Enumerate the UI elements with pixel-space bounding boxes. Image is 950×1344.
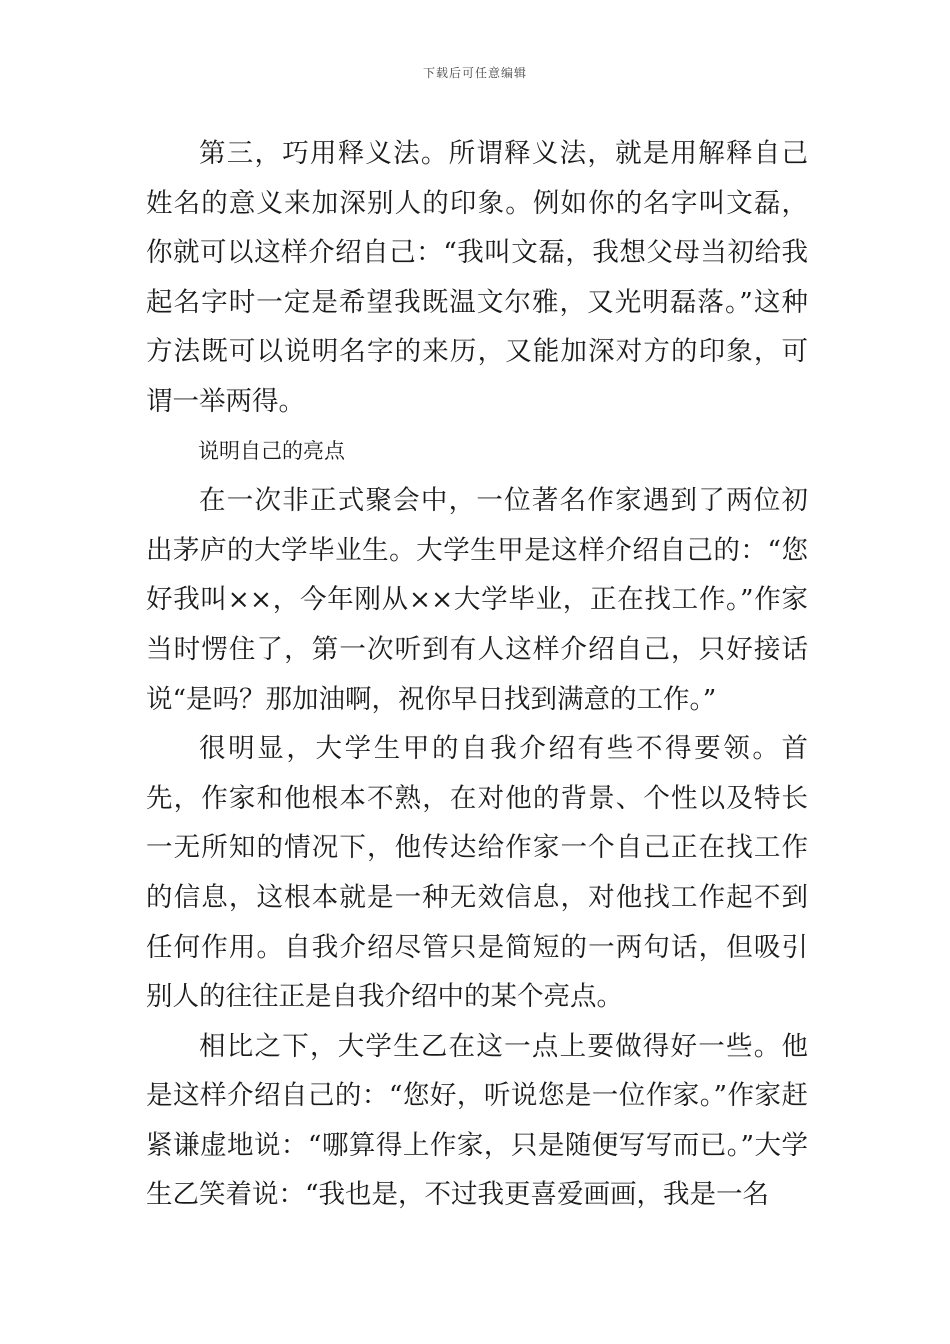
paragraph-explanation-method: 第三，巧用释义法。所谓释义法，就是用解释自己姓名的意义来加深别人的印象。例如你的名字叫文磊，你就可以这样介绍自己：“我叫文磊，我想父母当初给我起名字时一定是希望我既温文尔雅，又光明磊落。”这种方法既可以说明名字的来历，又能加深对方的印象，可谓一举两得。 xyxy=(146,138,808,417)
paragraph-analysis: 很明显，大学生甲的自我介绍有些不得要领。首先，作家和他根本不熟，在对他的背景、个性以及特长一无所知的情况下，他传达给作家一个自己正在找工作的信息，这根本就是一种无效信息，对他找工作起不到任何作用。自我介绍尽管只是简短的一两句话，但吸引别人的往往正是自我介绍中的某个亮点。 xyxy=(146,733,808,1013)
paragraph-comparison: 相比之下，大学生乙在这一点上要做得好一些。他是这样介绍自己的：“您好，听说您是一位作家。”作家赶紧谦虚地说：“哪算得上作家，只是随便写写而已。”大学生乙笑着说：“我也是，不过我更喜爱画画，我是一名 xyxy=(146,1030,808,1211)
document-body xyxy=(146,129,808,1220)
page-header: 下载后可任意编辑 xyxy=(422,66,527,80)
section-heading: 说明自己的亮点 xyxy=(198,438,345,463)
paragraph-party-story: 在一次非正式聚会中，一位著名作家遇到了两位初出茅庐的大学毕业生。大学生甲是这样介绍自己的：“您好我叫××，今年刚从××大学毕业，正在找工作。”作家当时愣住了，第一次听到有人这样介绍自己，只好接话说“是吗？那加油啊，祝你早日找到满意的工作。” xyxy=(146,485,808,715)
